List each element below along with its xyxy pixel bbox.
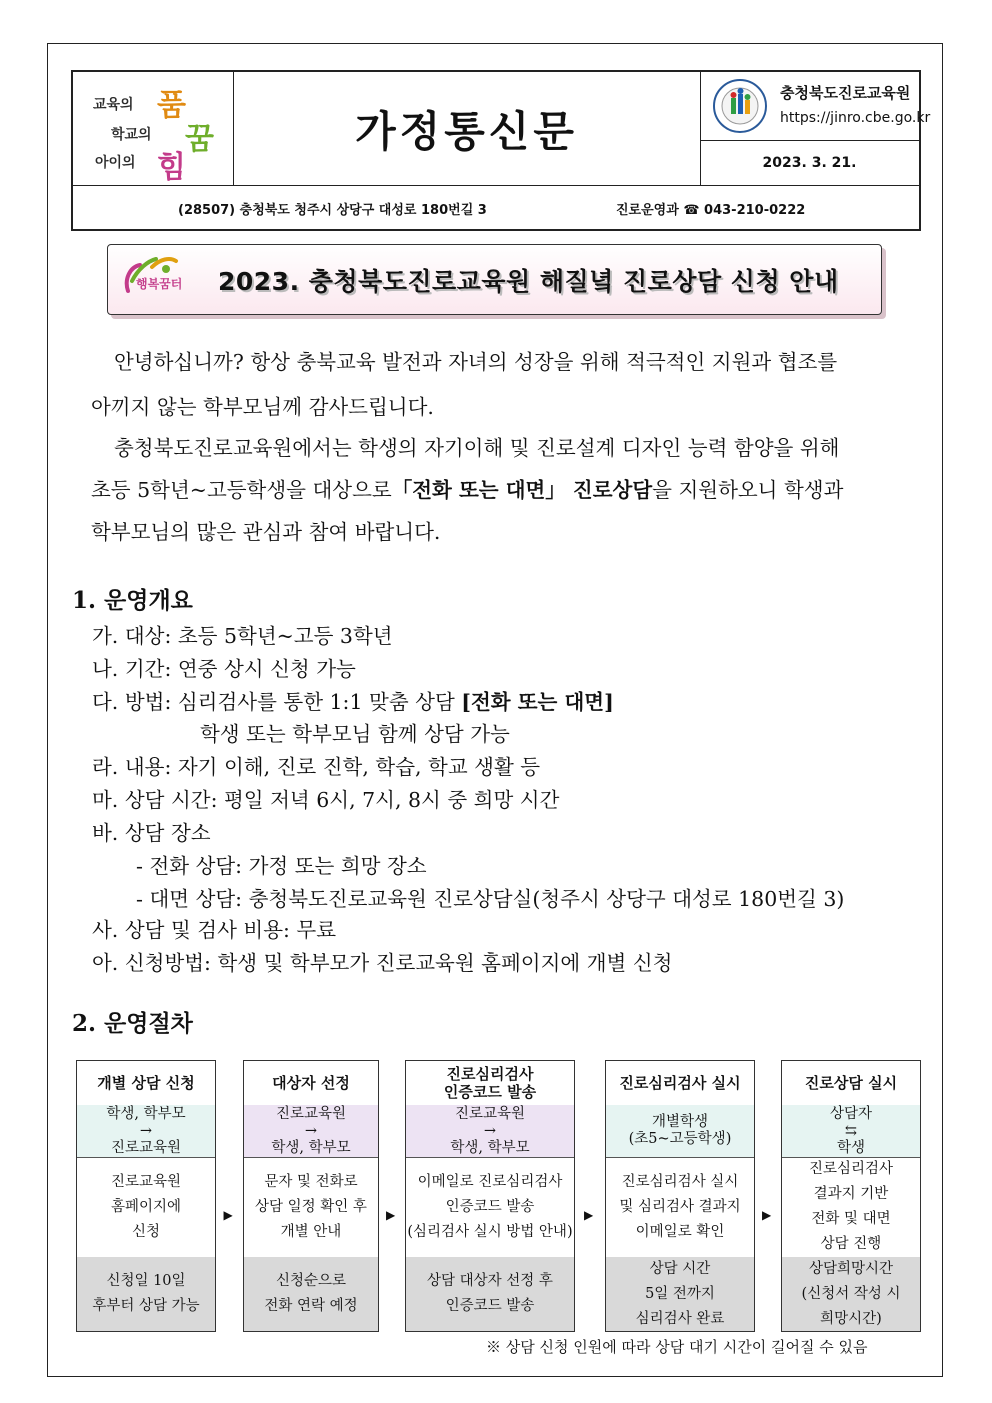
procedure-step — [76, 1060, 216, 1332]
step-title: 진로상담 실시 — [782, 1061, 920, 1106]
slogan-word-him: 힘 — [157, 150, 186, 185]
step-title: 대상자 선정 — [244, 1061, 378, 1106]
org-url-link[interactable]: https://jinro.cbe.go.kr — [780, 110, 931, 126]
place-item: - 전화 상담: 가정 또는 희망 장소 — [136, 854, 427, 878]
step-note — [782, 1257, 920, 1331]
address-row — [73, 185, 919, 230]
step-actor-line: → — [304, 1122, 318, 1139]
method-emphasis: [전화 또는 대면] — [461, 690, 614, 714]
slogan-word-pum: 품 — [157, 88, 186, 123]
step-actor-line: 학생 — [836, 1139, 865, 1156]
step-description-line: 및 심리검사 결과지 — [619, 1198, 741, 1215]
step-description-line: 신청 — [131, 1223, 160, 1240]
step-actor-line: 학생, 학부모 — [450, 1139, 530, 1156]
step-note — [244, 1257, 378, 1331]
intro-p2-line2-emphasis: 「전화 또는 대면」 진로상담 — [391, 478, 653, 502]
step-title: 개별 상담 신청 — [77, 1061, 215, 1106]
section2-title: 2. 운영절차 — [72, 1010, 193, 1037]
overview-item: 사. 상담 및 검사 비용: 무료 — [92, 918, 337, 942]
step-description-line: 문자 및 전화로 — [264, 1173, 358, 1190]
address: (28507) 충청북도 청주시 상당구 대성로 180번길 3 — [178, 202, 487, 218]
step-note-line: 신청일 10일 — [106, 1273, 186, 1289]
page-title: 가정통신문 — [355, 106, 578, 156]
step-note-line: 상담희망시간 — [808, 1260, 894, 1277]
org-info — [700, 72, 931, 141]
step-actor-line: → — [139, 1122, 153, 1139]
header-table — [71, 70, 931, 231]
step-description-line: 이메일로 확인 — [635, 1223, 725, 1240]
slogan-line3: 아이의 — [95, 155, 136, 171]
step-note-line: 전화 연락 예정 — [264, 1298, 358, 1314]
overview-item: 바. 상담 장소 — [92, 821, 211, 845]
step-description-line: 진로심리검사 — [808, 1161, 894, 1177]
flow-arrow-icon: ▶ — [762, 1208, 772, 1222]
step-note-line: 상담 대상자 선정 후 — [427, 1273, 553, 1289]
overview-item: 아. 신청방법: 학생 및 학부모가 진로교육원 홈페이지에 개별 신청 — [92, 951, 673, 975]
overview-item: 나. 기간: 연중 상시 신청 가능 — [92, 657, 356, 681]
step-note-line: 후부터 상담 가능 — [92, 1298, 200, 1314]
org-name: 충청북도진로교육원 — [780, 84, 911, 102]
intro-p2-line2-c: 을 지원하오니 학생과 — [652, 478, 844, 502]
procedure-step — [781, 1060, 921, 1332]
step-note — [77, 1257, 215, 1331]
step-description-line: 인증코드 발송 — [445, 1198, 535, 1215]
step-actor-line: → — [483, 1122, 497, 1139]
flow-arrow-icon: ▶ — [386, 1208, 396, 1222]
intro-p2-line2-a: 초등 5학년~고등학생을 대상으로 — [91, 478, 392, 502]
intro-p1-line2: 아끼지 않는 학부모님께 감사드립니다. — [91, 395, 434, 419]
title-banner — [107, 244, 882, 315]
step-actor-line: 개별학생 — [651, 1114, 709, 1130]
step-description-line: 전화 및 대면 — [811, 1211, 891, 1227]
step-description-line: 상담 일정 확인 후 — [255, 1198, 367, 1215]
step-description — [244, 1157, 378, 1258]
step-description — [606, 1157, 754, 1258]
title-cell — [233, 72, 701, 185]
step-title: 진로심리검사 실시 — [606, 1061, 754, 1106]
intro-p2-line2 — [91, 473, 843, 503]
step-note-line: 인증코드 발송 — [445, 1298, 535, 1314]
step-description-line: 개별 안내 — [280, 1223, 342, 1240]
step-note-line: 5일 전까지 — [645, 1285, 715, 1302]
step-description — [77, 1157, 215, 1258]
step-actors — [406, 1105, 574, 1158]
step-actor-line: (초5~고등학생) — [628, 1131, 732, 1147]
overview-item-method — [92, 685, 614, 715]
slogan-line1: 교육의 — [93, 97, 134, 113]
step-note-line: 심리검사 완료 — [635, 1310, 725, 1327]
step-description-line: 상담 진행 — [820, 1236, 882, 1252]
org-cell — [700, 72, 931, 185]
intro-p1-line1: 안녕하십니까? 항상 충북교육 발전과 자녀의 성장을 위해 적극적인 지원과 협조를 — [114, 350, 838, 374]
overview-item-method-sub: 학생 또는 학부모님 함께 상담 가능 — [200, 722, 510, 746]
step-title: 진로심리검사 인증코드 발송 — [406, 1061, 574, 1106]
procedure-step — [605, 1060, 755, 1332]
step-note-line: (신청서 작성 시 — [801, 1285, 901, 1302]
intro-p2-line3: 학부모님의 많은 관심과 참여 바랍니다. — [91, 520, 441, 544]
step-note-line: 희망시간) — [820, 1310, 882, 1327]
place-item: - 대면 상담: 충청북도진로교육원 진로상담실(청주시 상당구 대성로 180번길 3) — [136, 887, 845, 911]
procedure-step — [243, 1060, 379, 1332]
flow-arrow-icon: ▶ — [223, 1208, 233, 1222]
slogan-line2: 학교의 — [111, 127, 152, 143]
section1-title: 1. 운영개요 — [72, 587, 193, 614]
step-description-line: 홈페이지에 — [110, 1198, 182, 1215]
step-actors — [606, 1105, 754, 1158]
step-description-line: 결과지 기반 — [813, 1186, 889, 1202]
step-description-line: 진로교육원 — [110, 1173, 182, 1190]
issue-date: 2023. 3. 21. — [762, 154, 857, 171]
org-emblem-icon — [712, 78, 768, 134]
step-description-line: (심리검사 실시 방법 안내) — [407, 1223, 573, 1240]
step-actor-line: 진로교육원 — [454, 1105, 526, 1122]
step-description — [406, 1157, 574, 1258]
intro-p2-line1: 충청북도진로교육원에서는 학생의 자기이해 및 진로설계 디자인 능력 함양을 위해 — [114, 436, 840, 460]
slogan-word-kkum: 꿈 — [185, 122, 214, 157]
method-text: 다. 방법: 심리검사를 통한 1:1 맞춤 상담 — [92, 690, 462, 714]
step-actors — [782, 1105, 920, 1158]
step-description — [782, 1157, 920, 1258]
step-actor-line: ⇆ — [844, 1122, 858, 1139]
banner-logo-text: 행복꿈터 — [136, 277, 183, 291]
step-description-line: 진로심리검사 실시 — [621, 1173, 739, 1190]
overview-item: 가. 대상: 초등 5학년~고등 3학년 — [92, 624, 393, 648]
step-actor-line: 진로교육원 — [275, 1105, 347, 1122]
overview-item: 라. 내용: 자기 이해, 진로 진학, 학습, 학교 생활 등 — [92, 755, 541, 779]
step-description-line: 이메일로 진로심리검사 — [417, 1173, 563, 1190]
flow-arrow-icon: ▶ — [584, 1208, 594, 1222]
step-note-line: 상담 시간 — [649, 1260, 711, 1277]
step-actor-line: 상담자 — [829, 1105, 873, 1122]
step-note — [406, 1257, 574, 1331]
overview-item: 마. 상담 시간: 평일 저녁 6시, 7시, 8시 중 희망 시간 — [92, 788, 560, 812]
banner-title: 2023. 충청북도진로교육원 해질녘 진로상담 신청 안내 — [218, 267, 839, 296]
step-actors — [77, 1105, 215, 1158]
step-actor-line: 학생, 학부모 — [106, 1105, 186, 1122]
step-actor-line: 진로교육원 — [110, 1139, 182, 1156]
slogan-logo — [73, 72, 234, 185]
date-cell — [700, 140, 919, 185]
step-actor-line: 학생, 학부모 — [271, 1139, 351, 1156]
step-note-line: 신청순으로 — [275, 1273, 347, 1289]
waiting-note: ※ 상담 신청 인원에 따라 상담 대기 시간이 길어질 수 있음 — [486, 1338, 868, 1356]
step-actors — [244, 1105, 378, 1158]
step-note — [606, 1257, 754, 1331]
procedure-step — [405, 1060, 575, 1332]
dept-phone: 진로운영과 ☎ 043-210-0222 — [616, 202, 806, 218]
